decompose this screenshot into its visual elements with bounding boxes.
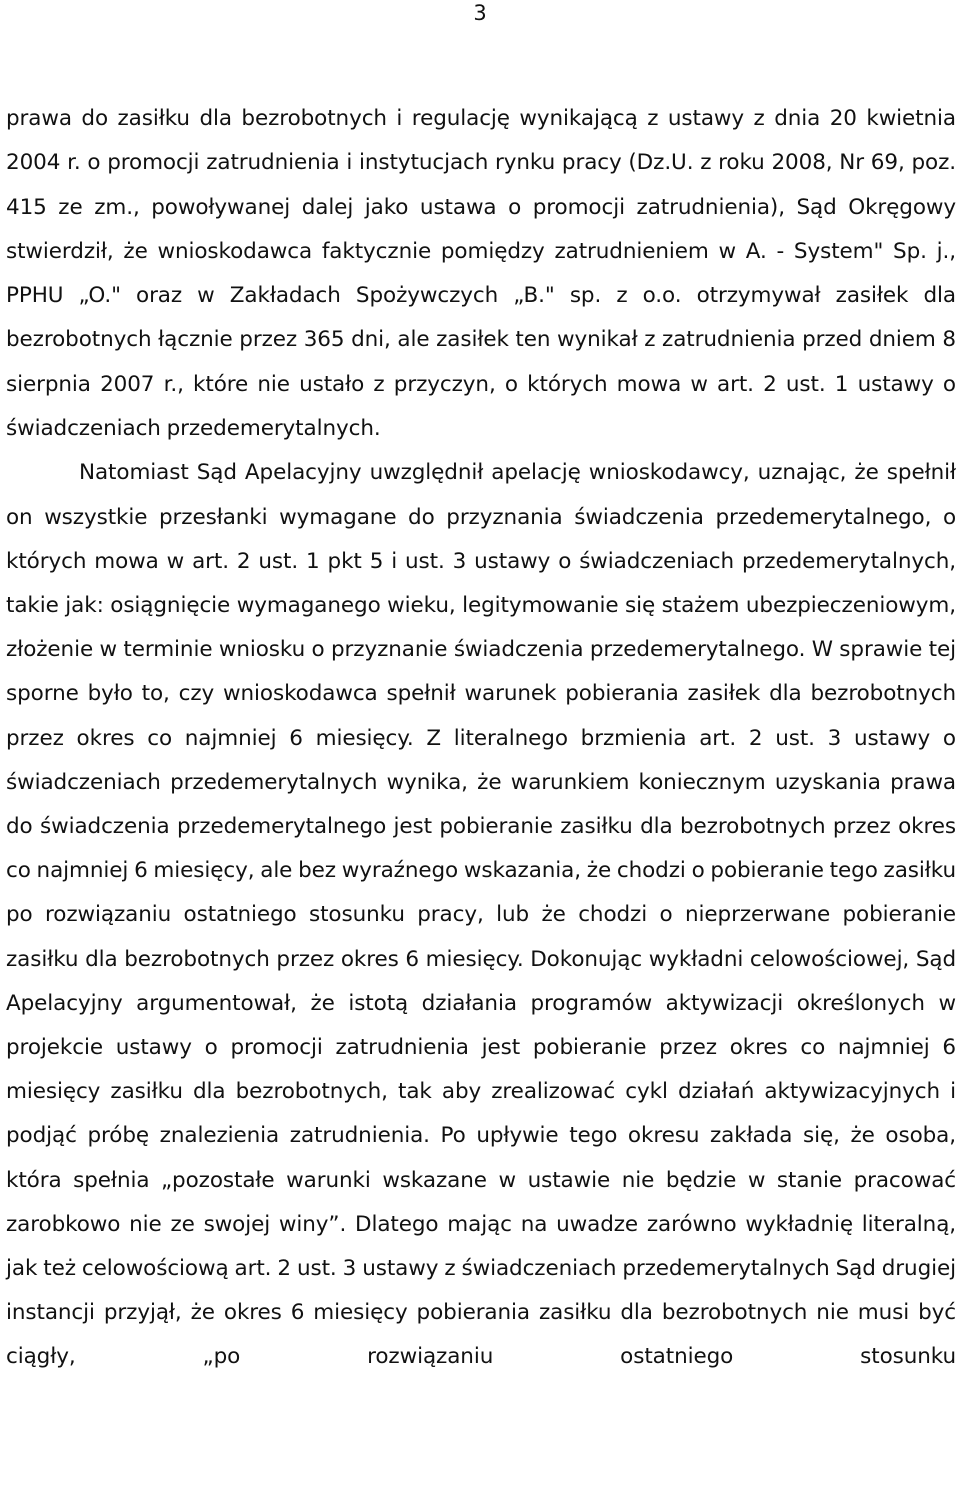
paragraph-1: prawa do zasiłku dla bezrobotnych i regulację wynikającą z ustawy z dnia 20 kwietnia 2004 r. o promocji zatrudnienia i instytucjach rynku pracy (Dz.U. z roku 2008, Nr 69, poz. 415 ze zm., powoływanej dalej jako ustawa o promocji zatrudnienia), Sąd Okręgowy stwierdził, że wnioskodawca faktycznie pomiędzy zatrudnieniem w A. - System" Sp. j., PPHU „O." oraz w Zakładach Spożywczych „B." sp. z o.o. otrzymywał zasiłek dla bezrobotnych łącznie przez 365 dni, ale zasiłek ten wynikał z zatrudnienia przed dniem 8 sierpnia 2007 r., które nie ustało z przyczyn, o których mowa w art. 2 ust. 1 ustawy o świadczeniach przedemerytalnych. — [6, 106, 956, 442]
document-body — [6, 97, 956, 1380]
page-number: 3 — [473, 1, 487, 25]
paragraph-2: Natomiast Sąd Apelacyjny uwzględnił apelację wnioskodawcy, uznając, że spełnił on wszystkie przesłanki wymagane do przyznania świadczenia przedemerytalnego, o których mowa w art. 2 ust. 1 pkt 5 i ust. 3 ustawy o świadczeniach przedemerytalnych, takie jak: osiągnięcie wymaganego wieku, legitymowanie się stażem ubezpieczeniowym, złożenie w terminie wniosku o przyznanie świadczenia przedemerytalnego. W sprawie tej sporne było to, czy wnioskodawca spełnił warunek pobierania zasiłek dla bezrobotnych przez okres co najmniej 6 miesięcy. Z literalnego brzmienia art. 2 ust. 3 ustawy o świadczeniach przedemerytalnych wynika, że warunkiem koniecznym uzyskania prawa do świadczenia przedemerytalnego jest pobieranie zasiłku dla bezrobotnych przez okres co najmniej 6 miesięcy, ale bez wyraźnego wskazania, że chodzi o pobieranie tego zasiłku po rozwiązaniu ostatniego stosunku pracy, lub że chodzi o nieprzerwane pobieranie zasiłku dla bezrobotnych przez okres 6 miesięcy. Dokonując wykładni celowościowej, Sąd Apelacyjny argumentował, że istotą działania programów aktywizacji określonych w projekcie ustawy o promocji zatrudnienia jest pobieranie przez okres co najmniej 6 miesięcy zasiłku dla bezrobotnych, tak aby zrealizować cykl działań aktywizacyjnych i podjąć próbę znalezienia zatrudnienia. Po upływie tego okresu zakłada się, że osoba, która spełnia „pozostałe warunki wskazane w ustawie nie będzie w stanie pracować zarobkowo nie ze swojej winy”. Dlatego mając na uwadze zarówno wykładnię literalną, jak też celowościową art. 2 ust. 3 ustawy z świadczeniach przedemerytalnych Sąd drugiej instancji przyjął, że okres 6 miesięcy pobierania zasiłku dla bezrobotnych nie musi być ciągły, „po rozwiązaniu ostatniego stosunku — [6, 460, 956, 1370]
